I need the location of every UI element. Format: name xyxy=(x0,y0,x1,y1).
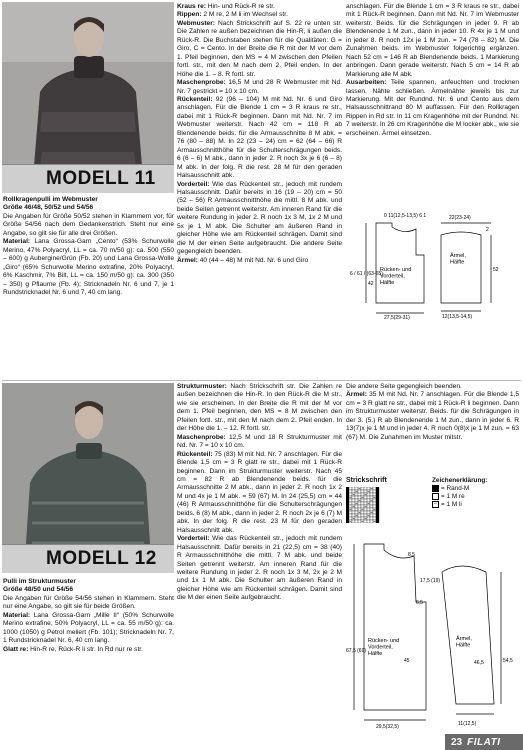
chart-cell xyxy=(367,496,370,499)
s12-armel-h: 46,5 xyxy=(474,660,484,666)
chart-cell xyxy=(349,499,352,502)
s11-left-nums: 6 / 61 / (63-65) xyxy=(350,271,383,277)
chart-cell xyxy=(355,517,358,520)
s12-body-h: 45 xyxy=(404,658,410,664)
chart-cell xyxy=(355,511,358,514)
page-footer xyxy=(445,734,523,750)
chart-cell xyxy=(376,505,379,508)
chart-cell xyxy=(376,496,379,499)
model12-rueckenteil: Rückenteil: 75 (83) M mit Nd. Nr. 7 anschlagen. Für die Blende 1,5 cm = 3 R glatt re str., dabei mit 1 Rück-R beginnen. Dann im Strukturmuster weiterstr. Nach 45 cm = 82 R ab Blendenende beids. für die Armausschnitte 2 M abk., dann in jeder 2. R noch 1x 2 M und 4x je 1 M abk. = 59 (67) M. In 24 (25,5) cm = 44 (46) R Armausschnitthöhe für die Schulterschrägungen beids. 6 (8) M abk., dann in jeder 2. R noch 2x je 6 (7) M abk. In der folg. R die rest. 23 M für den geraden Halsausschnitt abk. xyxy=(177,450,342,534)
chart-cell xyxy=(370,508,373,511)
chart-cell xyxy=(346,499,349,502)
s11-bottom-right: 12(13,5-14,5) xyxy=(442,314,473,320)
chart-cell xyxy=(346,487,349,490)
chart-cell xyxy=(346,490,349,493)
chart-cell xyxy=(352,508,355,511)
chart-cell xyxy=(370,505,373,508)
chart-cell xyxy=(364,499,367,502)
chart-cell xyxy=(355,487,358,490)
chart-cell xyxy=(358,490,361,493)
chart-cell xyxy=(358,502,361,505)
chart-cell xyxy=(376,508,379,511)
chart-cell xyxy=(367,505,370,508)
chart-cell xyxy=(349,517,352,520)
chart-cell xyxy=(373,487,376,490)
model11-col2 xyxy=(177,3,342,265)
model11-label: MODELL 11 xyxy=(2,164,174,193)
chart-cell xyxy=(352,502,355,505)
model11-title: Rollkragenpulli im Webmuster xyxy=(3,196,98,203)
chart-cell xyxy=(364,508,367,511)
chart-cell xyxy=(373,511,376,514)
chart-cell xyxy=(373,490,376,493)
chart-cell xyxy=(355,520,358,523)
s12-left-h: 67,5 (69) xyxy=(346,648,367,654)
chart-cell xyxy=(376,502,379,505)
chart-cell xyxy=(355,508,358,511)
chart-cell xyxy=(370,496,373,499)
chart-cell xyxy=(361,514,364,517)
chart-cell xyxy=(370,493,373,496)
chart-cell xyxy=(367,508,370,511)
chart-cell xyxy=(370,520,373,523)
chart-cell xyxy=(358,493,361,496)
chart-cell xyxy=(358,496,361,499)
chart-cell xyxy=(358,520,361,523)
s11-top: 0 11(12,5-13,5) 6 1 xyxy=(384,213,427,219)
chart-cell xyxy=(373,517,376,520)
rand-m-icon xyxy=(432,485,439,492)
model12-label: MODELL 12 xyxy=(2,544,174,573)
dash-square-icon: – xyxy=(432,501,439,508)
blank-square-icon xyxy=(432,493,439,500)
chart-cell xyxy=(358,517,361,520)
model11-col1 xyxy=(3,196,174,297)
model11-maschenprobe: Maschenprobe: 16,5 M und 28 R Webmuster mit Nd. Nr. 7 gestrickt = 10 x 10 cm. xyxy=(177,79,342,95)
s11-left-height: 42 xyxy=(368,281,374,287)
model11-photo xyxy=(2,2,174,191)
chart-cell xyxy=(376,511,379,514)
model11-aermel-cont: anschlagen. Für die Blende 1 cm = 3 R kraus re str., dabei mit 1 Rück-R beginnen. Dann mit Nd. Nr. 7 im Webmuster weiterstr. Beids. für die Schrägungen in jeder 9. R ab Blendenende 1 M zun., dann in jeder 10. R 4x je 1 M und in jeder 8. R noch 12x je 1 M zun. = 74 (78 – 82) M. Die Zunahmen beids. im Webmuster folgerichtig ergänzen. Nach 52 cm = 146 R ab Blendenende beids. 1 Markierung anbringen. Dann gerade weiterstr. Nach 5 cm = 14 R ab Markierung alle M abk. xyxy=(346,3,519,78)
chart-cell xyxy=(349,502,352,505)
model12-aermel: Ärmel: 35 M mit Nd. Nr. 7 anschlagen. Für die Blende 1,5 cm = 3 R glatt re str., dabei mit 1 Rück-R li beginnen. Dann im Strukturmuster weiterstr. Beids. für die Schrägungen in der 3. (5.) R ab Blendenende 1 M zun., dann in jeder 6. R 13(7)x je 1 M und in jeder 4. R noch 0(8)x je 1 M zun. = 63 (67) M. Die Zunahmen im Muster mitstr. xyxy=(346,391,519,441)
chart-cell xyxy=(376,493,379,496)
chart-cell xyxy=(346,493,349,496)
model12-title: Pulli im Strukturmuster xyxy=(3,578,76,585)
model12-intro: Die Angaben für Größe 54/56 stehen in Klammern. Steht nur eine Angabe, so gilt sie für beide Größen. xyxy=(3,594,174,611)
chart-cell xyxy=(370,517,373,520)
chart-cell xyxy=(364,496,367,499)
chart-cell xyxy=(355,493,358,496)
s11-right-top: 22(23-24) xyxy=(449,215,471,221)
chart-cell xyxy=(361,499,364,502)
legend-item-rand: = Rand-M xyxy=(432,485,487,493)
chart-cell xyxy=(346,496,349,499)
model12-col1 xyxy=(3,578,174,654)
chart-cell xyxy=(349,514,352,517)
brand-logo: FILATI xyxy=(467,736,501,748)
legend-item-re: = 1 M re xyxy=(432,493,487,501)
chart-cell xyxy=(361,493,364,496)
chart-cell xyxy=(346,517,349,520)
chart-cell xyxy=(373,493,376,496)
chart-cell xyxy=(370,490,373,493)
chart-cell xyxy=(364,502,367,505)
chart-cell xyxy=(376,487,379,490)
model11-rueckenteil: Rückenteil: 92 (96 – 104) M mit Nd. Nr. 6 und Giro anschlagen. Für die Blende 1 cm = 3 R kraus re str., dabei mit 1 Rück-R beginnen. Dann mit Nd. Nr. 7 im Webmuster weiterstr. Nach 42 cm = 118 R ab Blendenende beids. für die Armausschnitte 8 M abk. = 76 (80 – 88) M. In 22 (23 – 24) cm = 62 (64 – 66) R Armausschnitthöhe für die Schulterschrägungen beids. 6 (6 – 6) M abk., dann in jeder 2. R noch 3x je 6 (6 – 8) M abk. In der folg. R die rest. 28 M für den geraden Halsausschnitt abk. xyxy=(177,95,342,180)
s12-top-a: 17,5 (19) xyxy=(420,578,441,584)
model12-strukturmuster: Strukturmuster: Nach Strickschrift str. Die Zahlen re außen bezeichnen die Hin-R. In den Rück-R die M str., wie sie erscheinen. In der Breite die R mit der M vor dem 1. Pfeil beginnen, den MS = 8 M zwischen den Pfeilen fortl. str., mit den M nach dem 2. Pfeil enden. In der Höhe die 1. – 12. R fortl. str. xyxy=(177,383,342,433)
chart-cell xyxy=(349,487,352,490)
chart-cell xyxy=(346,508,349,511)
model11-sizes: Größe 46/48, 50/52 und 54/56 xyxy=(3,204,94,212)
chart-cell xyxy=(376,499,379,502)
chart-cell xyxy=(352,499,355,502)
chart-cell xyxy=(361,502,364,505)
section-divider xyxy=(2,380,521,381)
model11-intro: Die Angaben für Größe 50/52 stehen in Klammern vor, für Größe 54/56 nach dem Gedankenstrich. Steht nur eine Angabe, so gilt sie für alle drei Größen. xyxy=(3,212,174,237)
chart-cell xyxy=(352,496,355,499)
model11-kraus: Kraus re: Hin- und Rück-R re str. xyxy=(177,3,275,10)
model11-col3 xyxy=(346,3,519,138)
chart-cell xyxy=(370,502,373,505)
s12-top-b: 8,5 xyxy=(408,552,415,558)
chart-cell xyxy=(346,502,349,505)
s12-ruecken: Rücken- und Vorderteil, Hälfte xyxy=(368,638,400,657)
model11-vorderteil: Vorderteil: Wie das Rückenteil str., jedoch mit rundem Halsausschnitt. Dafür bereits in 16 (19 – 20) cm = 50 (52 – 56) R Armausschnitthöhe die mittl. 8 M abk. und beide Seiten getrennt weiterstr. Am inneren Rand für die weitere Rundung in jeder 2. R noch 1x 3 M, 1x 2 M und 5x je 1 M abk. Die Schulter am äußeren Rand in gleicher Höhe wie am Rückenteil schrägen. Damit sind die M der einen Seite aufgebraucht. Die andere Seite gegengleich beenden. xyxy=(177,180,342,256)
page-number: 23 xyxy=(451,736,463,748)
s11-bottom-left: 27,5(29-31) xyxy=(384,315,410,320)
chart-cell xyxy=(358,505,361,508)
s12-bottom-left: 29,5(32,5) xyxy=(376,724,399,730)
s11-armel-top: 2 xyxy=(486,227,489,233)
chart-cell xyxy=(346,505,349,508)
model12-andere-seite: Die andere Seite gegengleich beenden. xyxy=(346,383,462,390)
model12-glatt: Glatt re: Hin-R re, Rück-R li str. In Rd nur re str. xyxy=(3,645,143,653)
model11-schematic xyxy=(346,205,521,320)
s11-armel: Ärmel, Hälfte xyxy=(450,253,466,266)
chart-cell xyxy=(352,514,355,517)
chart-cell xyxy=(367,520,370,523)
chart-cell xyxy=(364,520,367,523)
model11-material-para: Material: Lana Grossa-Garn „Cento“ (53% Schurwolle Merino, 47% Polyacryl, LL = ca. 70 m/50 g): ca. 500 (550 – 600) g Aubergine/Grün (Fb. 20) und Lana Grossa-Wolle „Giro“ (65% Schurwolle Merino extrafine, 20% Polyacryl, 6% Kaschmir, 7% Bilt, LL = ca. 150 m/50 g): ca. 300 (350 – 350) g Pflaume (Fb. 4); Stricknadeln Nr. 6 und 7, je 1 Rundstricknadel Nr. 6 und 7, 40 cm lang. xyxy=(3,238,174,296)
chart-cell xyxy=(349,493,352,496)
chart-cell xyxy=(355,496,358,499)
chart-cell xyxy=(352,520,355,523)
model11-ausarbeiten: Ausarbeiten: Teile spannen, anfeuchten und trocknen lassen. Nähte schließen. Ärmelnähte jeweils bis zur Markierung. Mit der Rundnd. Nr. 6 und Cento aus dem Halsausschnittrand 80 M auffassen. Für den Rollkragen Rippen in Rd str. In 11 cm Kragenhöhe mit der Rundnd. Nr. 7 weiterstr. In 26 cm Kragenhöhe die M locker abk., wie sie erscheinen. Ärmel einsetzen. xyxy=(346,79,519,137)
chart-cell xyxy=(361,505,364,508)
chart-cell xyxy=(376,514,379,517)
chart-cell xyxy=(361,511,364,514)
chart-cell xyxy=(364,514,367,517)
chart-cell xyxy=(364,490,367,493)
s12-top-c: 6,5 xyxy=(416,600,423,606)
chart-cell xyxy=(355,505,358,508)
model12-schematic xyxy=(346,532,521,732)
s12-armel: Ärmel, Hälfte xyxy=(456,636,472,649)
chart-cell xyxy=(373,499,376,502)
chart-cell xyxy=(361,517,364,520)
model12-legend xyxy=(432,477,487,510)
chart-cell xyxy=(367,511,370,514)
model12-material-para: Material: Lana Grossa-Garn „Mille II“ (50% Schurwolle Merino extrafine, 50% Polyacryl, LL = ca. 55 m/50 g): ca. 1000 (1050) g Petrol meliert (Fb. 101); Stricknadeln Nr. 7, 1 Rundstricknadel Nr. 6, 40 cm lang. xyxy=(3,611,174,645)
chart-cell xyxy=(367,499,370,502)
chart-cell xyxy=(370,514,373,517)
chart-cell xyxy=(361,487,364,490)
chart-cell xyxy=(346,514,349,517)
chart-cell xyxy=(352,487,355,490)
chart-cell xyxy=(358,508,361,511)
model11-rippen: Rippen: 2 M re, 2 M li im Wechsel str. xyxy=(177,11,288,19)
chart-cell xyxy=(364,511,367,514)
s12-bottom-right: 11(12,5) xyxy=(458,721,477,727)
model12-knit-chart xyxy=(346,487,416,523)
chart-cell xyxy=(346,511,349,514)
s12-side-h: 54,5 xyxy=(503,658,513,664)
chart-cell xyxy=(349,511,352,514)
chart-cell xyxy=(367,487,370,490)
chart-cell xyxy=(352,490,355,493)
chart-cell xyxy=(376,517,379,520)
chart-cell xyxy=(373,514,376,517)
chart-cell xyxy=(367,517,370,520)
model12-col3 xyxy=(346,383,519,442)
model12-chart-heading: Strickschrift xyxy=(346,477,387,484)
chart-cell xyxy=(367,493,370,496)
model12-maschenprobe: Maschenprobe: 12,5 M und 18 R Strukturmuster mit Nd. Nr. 7 = 10 x 10 cm. xyxy=(177,433,342,450)
legend-heading: Zeichenerklärung: xyxy=(432,477,488,484)
model12-col2 xyxy=(177,383,342,603)
chart-cell xyxy=(349,505,352,508)
chart-cell xyxy=(376,490,379,493)
chart-cell xyxy=(355,499,358,502)
chart-cell xyxy=(376,520,379,523)
chart-cell xyxy=(373,505,376,508)
model12-vorderteil: Vorderteil: Wie das Rückenteil str., jedoch mit rundem Halsausschnitt. Dafür bereits in 21 (22,5) cm = 38 (40) R Armausschnitthöhe die mittl. 7 M abk. und beide Seiten getrennt weiterstr. Am inneren Rand für die weitere Rundung in jeder 2. R noch 1x 3 M, 2x je 2 M und 1x 1 M abk. Die Schulter am äußeren Rand in gleicher Höhe wie am Rückenteil schrägen. Damit sind die M der einen Seite aufgebraucht. xyxy=(177,535,342,602)
chart-cell xyxy=(361,490,364,493)
model11-aermel: Ärmel: 40 (44 – 48) M mit Nd. Nr. 6 und Giro xyxy=(177,256,309,264)
chart-cell xyxy=(373,502,376,505)
s11-armel-h: 52 xyxy=(493,267,499,273)
s11-ruecken: Rücken- und Vorderteil, Hälfte xyxy=(380,267,412,286)
chart-cell xyxy=(358,514,361,517)
chart-cell xyxy=(346,520,349,523)
chart-cell xyxy=(364,487,367,490)
chart-cell xyxy=(349,490,352,493)
legend-item-li: – = 1 M li xyxy=(432,501,487,509)
chart-cell xyxy=(352,511,355,514)
model11-webmuster: Webmuster: Nach Strickschrift auf S. 22 re unten str. Die Zahlen re außen bezeichnen die Hin-R, li außen die Rück-R. Die Buchstaben stehen für die Qualitäten: G = Giro, C = Cento. In der Breite die R mit der M vor dem 1. Pfeil beginnen, den MS = 4 M zwischen den Pfeilen fortl. str., mit den M nach dem 2. Pfeil enden. In der Höhe die 1. – 8. R fortl. str. xyxy=(177,19,342,78)
model12-sizes: Größe 48/50 und 54/56 xyxy=(3,586,73,594)
